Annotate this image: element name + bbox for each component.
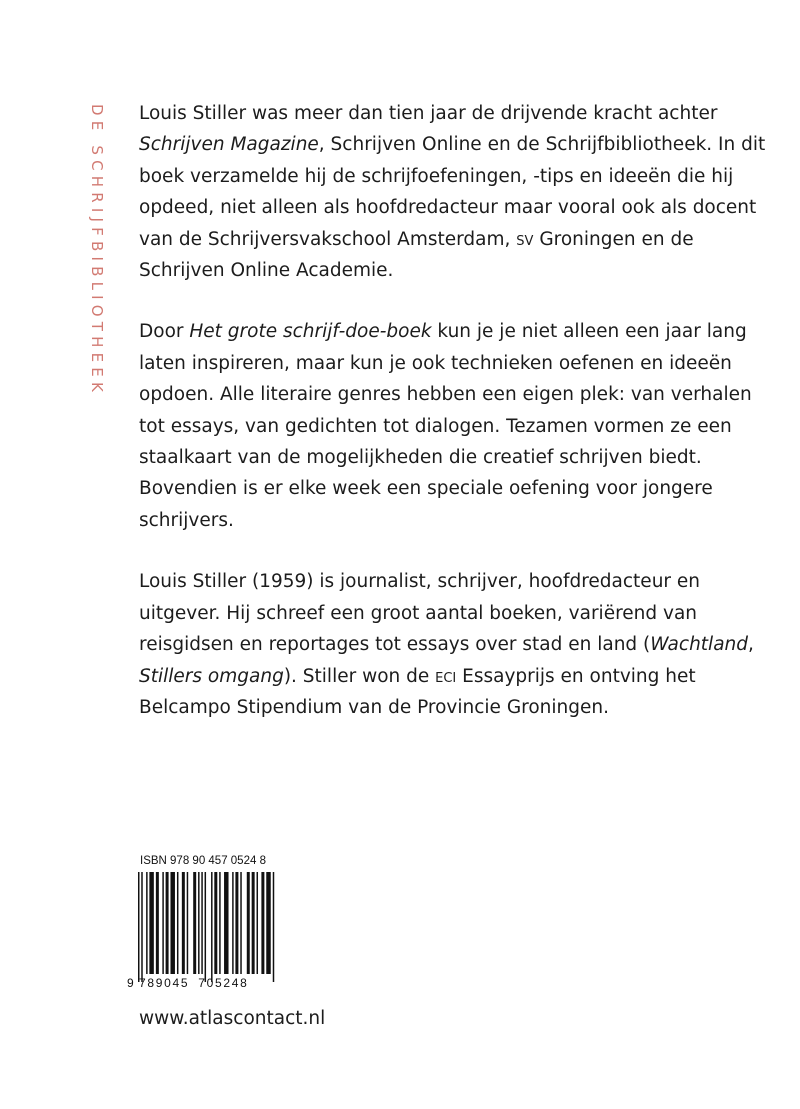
barcode-first-digit: 9 — [127, 976, 134, 990]
barcode-bar — [201, 872, 202, 974]
barcode-bar — [162, 872, 163, 974]
barcode-bar — [252, 872, 255, 974]
paragraph-intro: Louis Stiller was meer dan tien jaar de drijvende kracht achter Schrijven Magazine, Schrijven Online en de Schrijfbibliotheek. In dit boek verzamelde hij de schrijfoefeningen, -tips en ideeën die hij opdeed, niet alleen als hoofdredacteur maar vooral ook als docent van de Schrijversvakschool Amsterdam, sv Groningen en de Schrijven Online Academie. — [139, 103, 766, 282]
barcode — [138, 872, 276, 982]
barcode-bar — [205, 872, 206, 982]
barcode-right-digits: 705248 — [198, 976, 249, 990]
barcode-bar — [261, 872, 264, 974]
barcode-bar — [214, 872, 217, 974]
barcode-bar — [141, 872, 142, 982]
isbn-number: ISBN 978 90 457 0524 8 — [140, 855, 266, 867]
barcode-bar — [177, 872, 178, 974]
barcode-bar — [198, 872, 199, 974]
magazine-title: Schrijven Magazine — [139, 134, 319, 156]
series-title-vertical: DE SCHRIJFBIBLIOTHEEK — [88, 104, 106, 397]
barcode-bar — [232, 872, 233, 974]
barcode-bar — [166, 872, 169, 974]
barcode-bar — [224, 872, 228, 974]
barcode-bar — [219, 872, 220, 974]
barcode-digits — [127, 976, 282, 990]
barcode-bar — [247, 872, 250, 974]
book-title: Het grote schrijf-doe-boek — [189, 321, 432, 343]
back-cover-text — [139, 98, 779, 753]
barcode-bar — [240, 872, 241, 974]
barcode-bar — [138, 872, 139, 982]
barcode-bar — [149, 872, 153, 974]
barcode-bar — [235, 872, 238, 974]
barcode-bar — [273, 872, 274, 982]
barcode-bar — [193, 872, 196, 974]
publisher-website: www.atlascontact.nl — [139, 1008, 326, 1029]
barcode-bar — [211, 872, 212, 982]
barcode-left-digits: 789045 — [139, 976, 190, 990]
paragraph-book-description: Door Het grote schrijf-doe-boek kun je je niet alleen een jaar lang laten inspireren, maar kun je ook technieken oefenen en ideeën opdoen. Alle literaire genres hebben een eigen plek: van verhalen tot essays, van gedichten tot dialogen. Tezamen vormen ze een staalkaart van de mogelijkheden die creatief schrijven biedt. Bovendien is er elke week een speciale oefening voor jongere schrijvers. — [139, 321, 752, 531]
barcode-bar — [257, 872, 258, 974]
paragraph-author-bio: Louis Stiller (1959) is journalist, schrijver, hoofdredacteur en uitgever. Hij schreef een groot aantal boeken, variërend van reisgidsen en reportages tot essays over stad en land (Wachtland, Stillers omgang). Stiller won de eci Essayprijs en ontving het Belcampo Stipendium van de Provincie Groningen. — [139, 571, 754, 718]
barcode-bar — [182, 872, 185, 974]
barcode-bar — [266, 872, 270, 974]
barcode-bar — [146, 872, 147, 974]
barcode-bar — [156, 872, 159, 974]
barcode-bar — [187, 872, 188, 974]
barcode-bar — [170, 872, 174, 974]
